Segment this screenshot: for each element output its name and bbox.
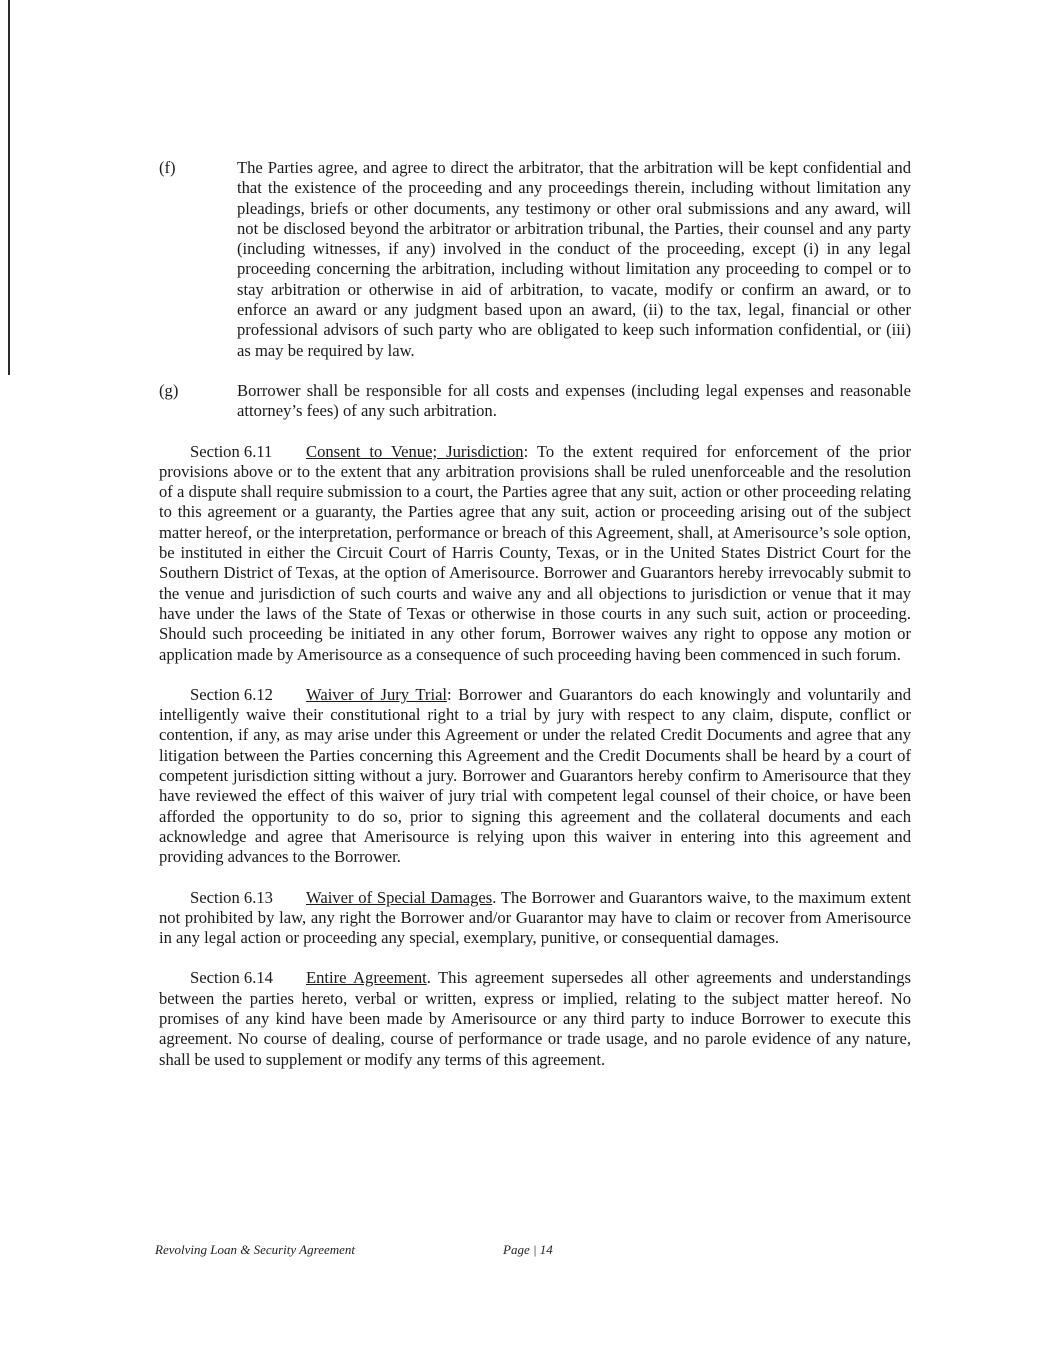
section-text: To the extent required for enforcement of the prior provisions above or to the extent that any arbitration provisions shall be ruled unenforceable and the resolution of a dispute shall require submission to a court, the Parties agree that any suit, action or other proceeding relating to this agreement or a guaranty, the Parties agree that any suit, action or proceeding arising out of the subject matter hereof, or the interpretation, performance or breach of this Agreement, shall, at Amerisource’s sole option, be instituted in either the Circuit Court of Harris County, Texas, or in the United States District Court for the Southern District of Texas, at the option of Amerisource. Borrower and Guarantors hereby irrevocably submit to the venue and jurisdiction of such courts and waive any and all objections to jurisdiction or venue that it may have under the laws of the State of Texas or otherwise in those courts in any such suit, action or proceeding. Should such proceeding be initiated in any other forum, Borrower waives any right to oppose any motion or application made by Amerisource as a consequence of such proceeding having been commenced in such forum. [159,441,911,664]
section-title-punct: . [492,887,497,907]
footer-document-title: Revolving Loan & Security Agreement [155,1242,356,1257]
section-title: Waiver of Special Damages [306,887,493,907]
section-6-12 [159,685,911,868]
section-title-punct: : [523,441,529,461]
section-text: Borrower and Guarantors do each knowingly and voluntarily and intelligently waive their constitutional right to a trial by jury with respect to any claim, dispute, conflict or contention, if any, as may arise under this Agreement or under the related Credit Documents and agree that any litigation between the Parties concerning this Agreement and the Credit Documents shall be heard by a court of competent jurisdiction sitting without a jury. Borrower and Guarantors hereby confirm to Amerisource that they have reviewed the effect of this waiver of jury trial with competent legal counsel of their choice, or have been afforded the opportunity to do so, prior to signing this agreement and the collateral documents and each acknowledge and agree that Amerisource is relying upon this waiver in entering into this agreement and providing advances to the Borrower. [159,684,911,867]
clause-label: (f) [159,158,176,177]
document-body [159,158,911,1090]
scan-edge-line [8,0,10,375]
section-number: Section 6.12 [190,684,273,704]
clause-f [159,158,911,361]
section-6-14 [159,968,911,1069]
section-number: Section 6.13 [190,887,273,907]
clause-label: (g) [159,380,179,400]
section-title-punct: : [447,684,452,704]
section-number: Section 6.14 [190,968,273,988]
section-number: Section 6.11 [190,441,273,461]
section-title: Entire Agreement [306,968,427,988]
section-title: Consent to Venue; Jurisdiction [306,441,524,461]
section-6-11 [159,442,911,665]
footer-page-number: Page | 14 [503,1242,553,1257]
clause-text: The Parties agree, and agree to direct the arbitrator, that the arbitration will be kept confidential and that the existence of the proceeding and any proceedings therein, including without limitation any pleadings, briefs or other documents, any testimony or other oral submissions and any award, will not be disclosed beyond the arbitrator or arbitration tribunal, the Parties, their counsel and any party (including witnesses, if any) involved in the conduct of the proceeding, except (i) in any legal proceeding concerning the arbitration, including without limitation any proceeding to compel or to stay arbitration or otherwise in aid of arbitration, to vacate, modify or confirm an award, or to enforce an award or any judgment based upon an award, (ii) to the tax, legal, financial or other professional advisors of such party who are obligated to keep such information confidential, or (iii) as may be required by law. [237,158,911,360]
clause-text: Borrower shall be responsible for all costs and expenses (including legal expenses and reasonable attorney’s fees) of any such arbitration. [237,380,911,421]
section-6-13 [159,888,911,949]
section-title: Waiver of Jury Trial [306,684,448,704]
section-title-punct: . [426,968,431,988]
section-text: This agreement supersedes all other agreements and understandings between the parties hereto, verbal or written, express or implied, relating to the subject matter hereof. No promises of any kind have been made by Amerisource or any third party to induce Borrower to execute this agreement. No course of dealing, course of performance or trade usage, and no parole evidence of any nature, shall be used to supplement or modify any terms of this agreement. [159,968,911,1069]
section-text: The Borrower and Guarantors waive, to the maximum extent not prohibited by law, any right the Borrower and/or Guarantor may have to claim or recover from Amerisource in any legal action or proceeding any special, exemplary, punitive, or consequential damages. [159,887,911,948]
clause-g [159,381,911,422]
